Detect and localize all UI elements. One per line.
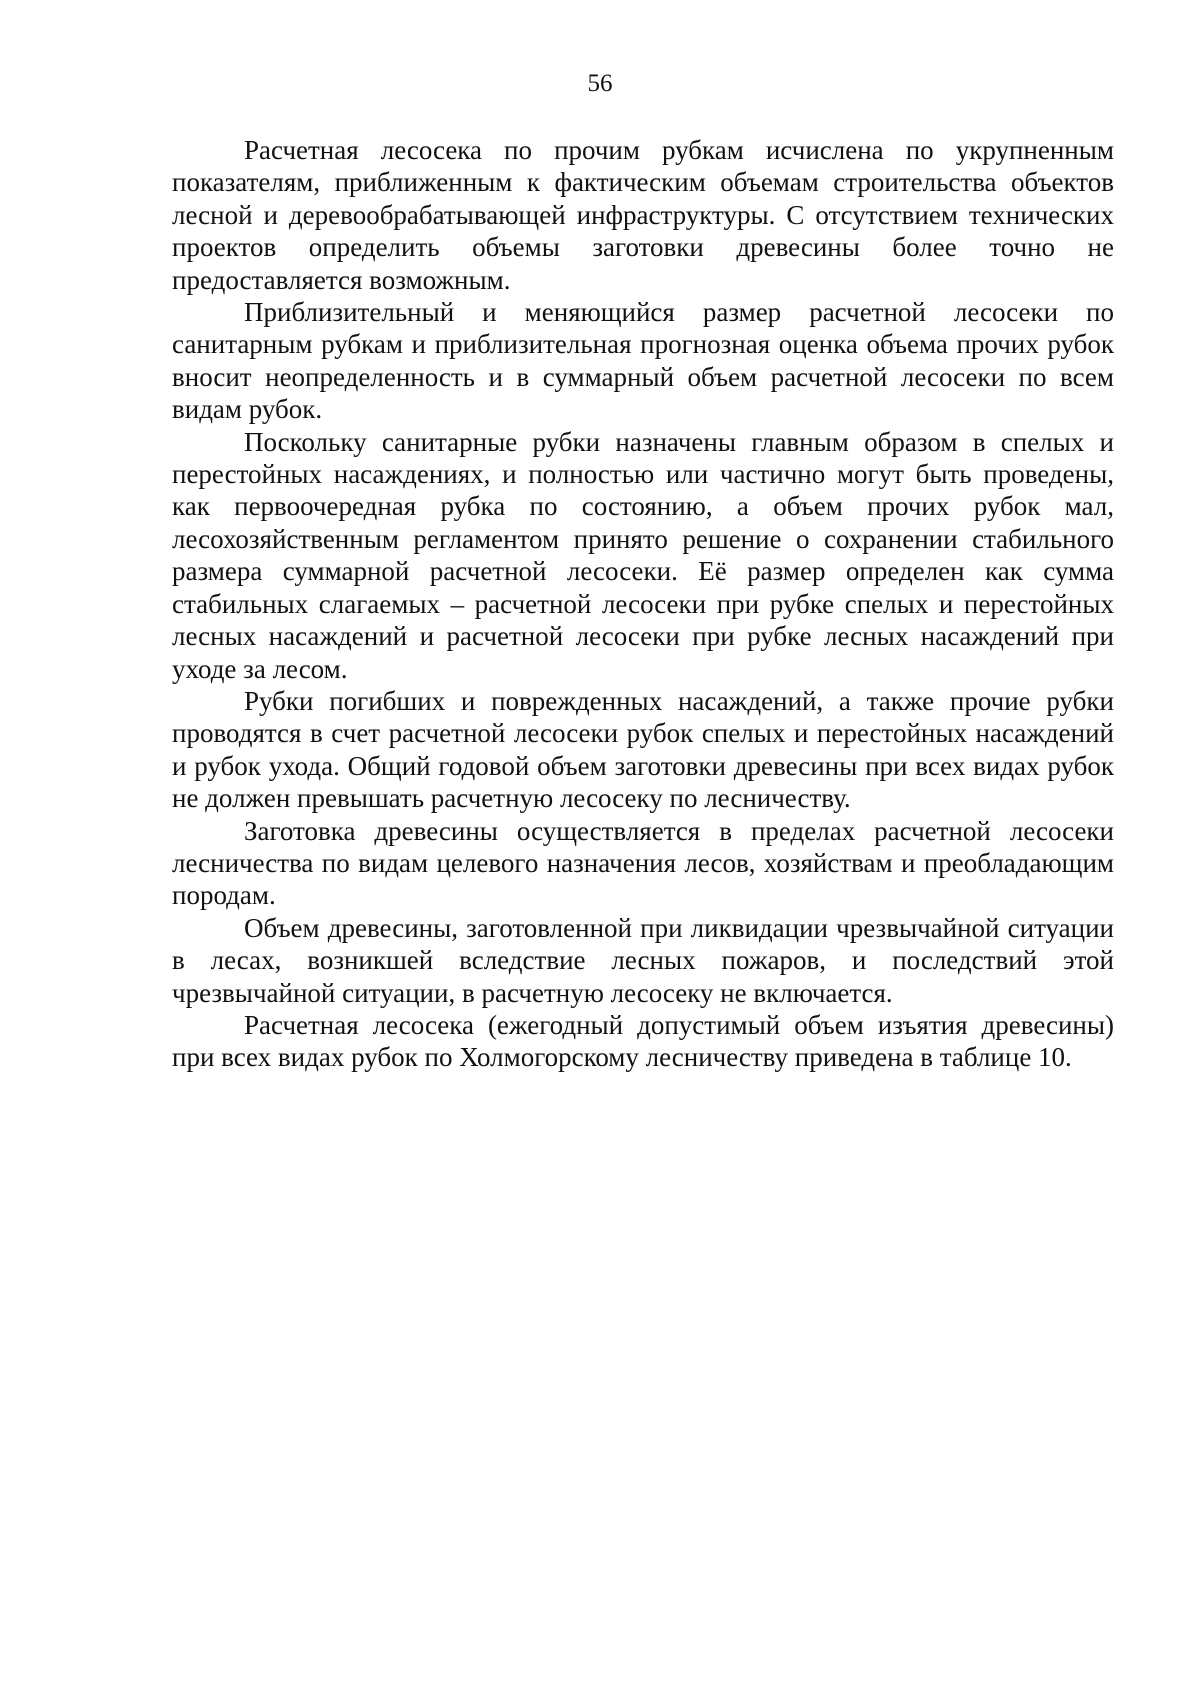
paragraph: Приблизительный и меняющийся размер расчетной лесосеки по санитарным рубкам и приблизительная прогнозная оценка объема прочих рубок вносит неопределенность и в суммарный объем расчетной лесосеки по всем видам рубок. [172,297,1114,425]
paragraph: Расчетная лесосека (ежегодный допустимый объем изъятия древесины) при всех видах рубок по Холмогорскому лесничеству приведена в таблице 10. [172,1009,1114,1073]
paragraph: Расчетная лесосека по прочим рубкам исчислена по укрупненным показателям, приближенным к фактическим объемам строительства объектов лесной и деревообрабатывающей инфраструктуры. С отсутствием технических проектов определить объемы заготовки древесины более точно не предоставляется возможным. [172,135,1114,295]
paragraph: Рубки погибших и поврежденных насаждений, а также прочие рубки проводятся в счет расчетной лесосеки рубок спелых и перестойных насаждений и рубок ухода. Общий годовой объем заготовки древесины при всех видах рубок не должен превышать расчетную лесосеку по лесничеству. [172,685,1114,814]
paragraph: Объем древесины, заготовленной при ликвидации чрезвычайной ситуации в лесах, возникшей вследствие лесных пожаров, и последствий этой чрезвычайной ситуации, в расчетную лесосеку не включается. [172,912,1114,1008]
paragraph: Заготовка древесины осуществляется в пределах расчетной лесосеки лесничества по видам целевого назначения лесов, хозяйствам и преобладающим породам. [172,815,1114,911]
body-text [172,134,1114,1074]
paragraph: Поскольку санитарные рубки назначены главным образом в спелых и перестойных насаждениях, и полностью или частично могут быть проведены, как первоочередная рубка по состоянию, а объем прочих рубок мал, лесохозяйственным регламентом принято решение о сохранении стабильного размера суммарной расчетной лесосеки. Её размер определен как сумма стабильных слагаемых – расчетной лесосеки при рубке спелых и перестойных лесных насаждений и расчетной лесосеки при рубке лесных насаждений при уходе за лесом. [172,426,1114,684]
page-number: 56 [587,70,613,97]
